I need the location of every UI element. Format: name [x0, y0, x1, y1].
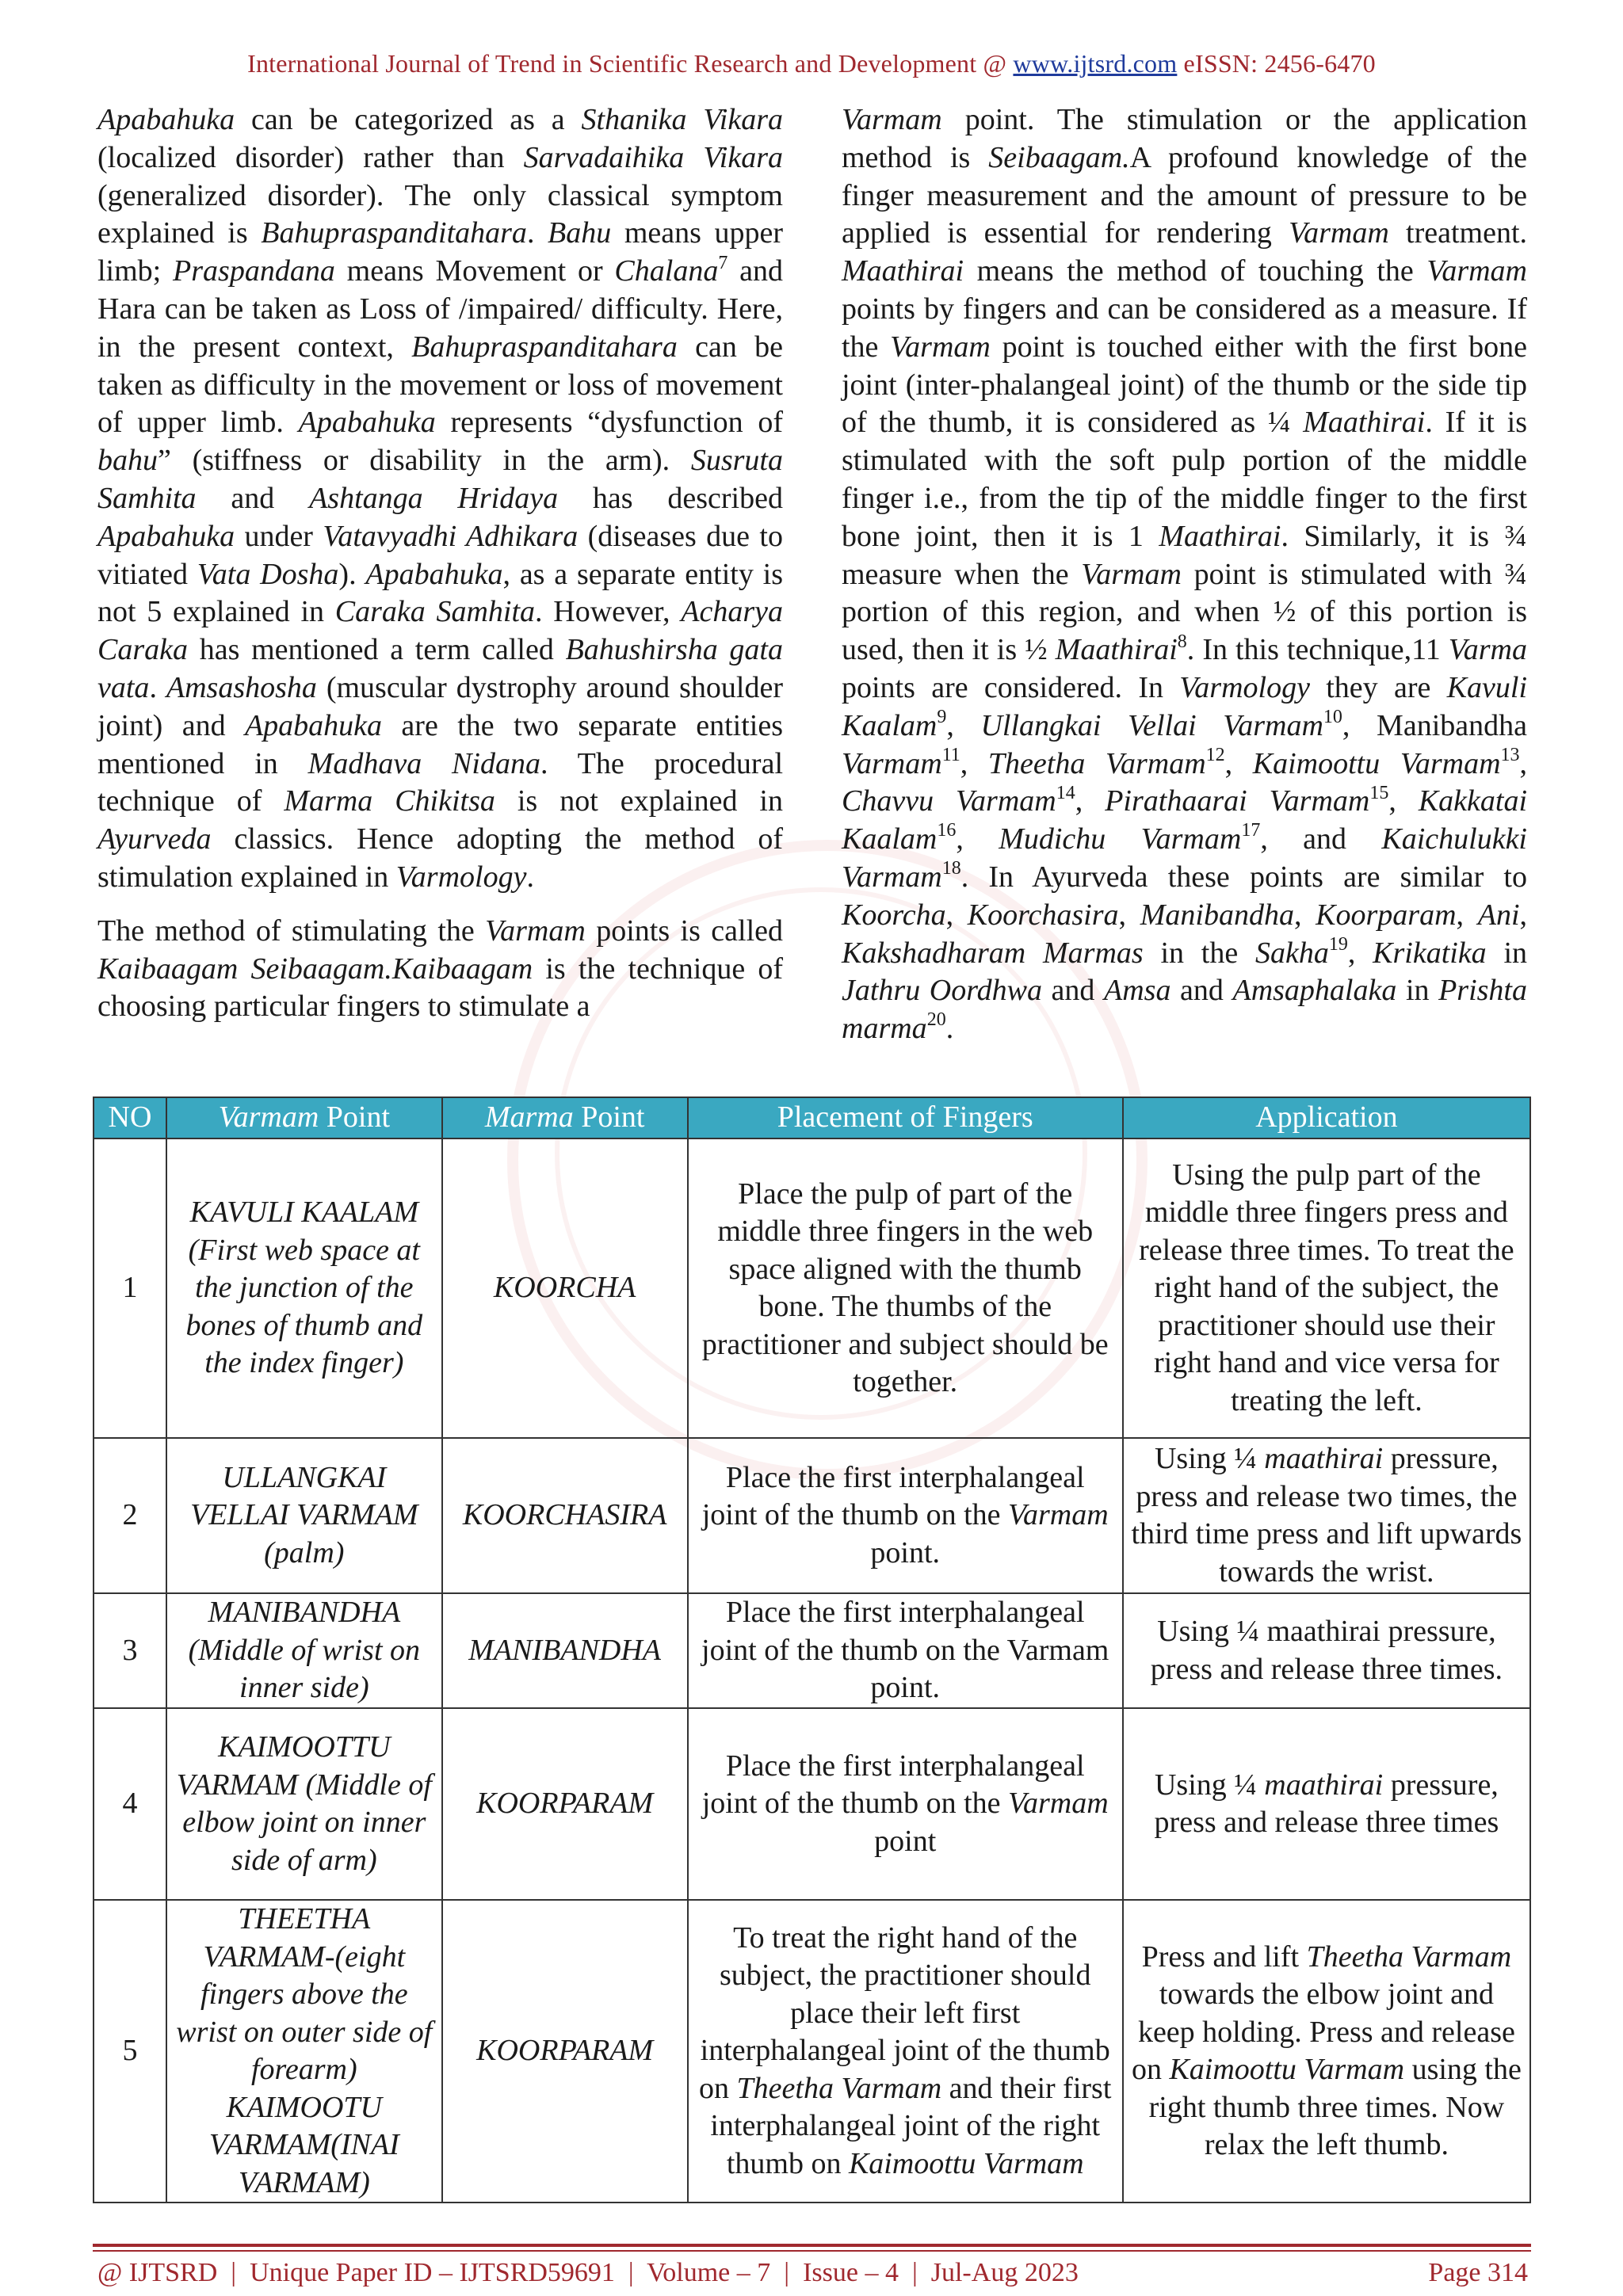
cell-placement: Place the first interphalangeal joint of the thumb on the Varmam point. — [688, 1593, 1123, 1708]
cell-application: Using ¼ maathirai pressure, press and release three times — [1123, 1708, 1530, 1900]
journal-header — [0, 49, 1623, 78]
footer-rule — [93, 2244, 1531, 2247]
cell-marma-point: MANIBANDHA — [442, 1593, 688, 1708]
cell-varmam-point: ULLANGKAI VELLAI VARMAM (palm) — [166, 1438, 442, 1593]
cell-application: Using ¼ maathirai pressure, press and release two times, the third time press and lift upwards towards the wrist. — [1123, 1438, 1530, 1593]
cell-marma-point: KOORCHASIRA — [442, 1438, 688, 1593]
cell-varmam-point: MANIBANDHA (Middle of wrist on inner side) — [166, 1593, 442, 1708]
cell-no: 1 — [94, 1138, 166, 1438]
right-paragraph-1: Varmam point. The stimulation or the application method is Seibaagam.A profound knowledge of the finger measurement and the amount of pressure to be applied is essential for rendering Varmam treatment. Maathirai means the method of touching the Varmam points by fingers and can be considered as a measure. If the Varmam point is touched either with the first bone joint (inter-phalangeal joint) of the thumb or the side tip of the thumb, it is considered as ¼ Maathirai. If it is stimulated with the soft pulp portion of the middle finger i.e., from the tip of the middle finger to the first bone joint, then it is 1 Maathirai. Similarly, it is ¾ measure when the Varmam point is stimulated with ¾ portion of this region, and when ½ of this portion is used, then it is ½ Maathirai$^8$. In this technique,11 Varma points are considered. In Varmology they are Kavuli Kaalam$^9$, Ullangkai Vellai Varmam$^{10}$, Manibandha Varmam$^{11}$, Theetha Varmam$^{12}$, Kaimoottu Varmam$^{13}$, Chavvu Varmam$^{14}$, Pirathaarai Varmam$^{15}$, Kakkatai Kaalam$^{16}$, Mudichu Varmam$^{17}$, and Kaichulukki Varmam$^{18}$. In Ayurveda these points are similar to Koorcha, Koorchasira, Manibandha, Koorparam, Ani, Kakshadharam Marmas in the Sakha$^{19}$, Krikatika in Jathru Oordhwa and Amsa and Amsaphalaka in Prishta marma$^{20}$. — [842, 103, 1528, 1046]
cell-no: 2 — [94, 1438, 166, 1593]
left-paragraph-2: The method of stimulating the Varmam points is called Kaibaagam Seibaagam.Kaibaagam is the technique of choosing particular fingers to stimulate a — [97, 913, 783, 1024]
cell-placement: Place the first interphalangeal joint of the thumb on the Varmam point. — [688, 1438, 1123, 1593]
cell-placement: Place the first interphalangeal joint of the thumb on the Varmam point — [688, 1708, 1123, 1900]
cell-application: Using ¼ maathirai pressure, press and release three times. — [1123, 1593, 1530, 1708]
table-row — [94, 1138, 1530, 1438]
cell-marma-point: KOORCHA — [442, 1138, 688, 1438]
varmam-table — [93, 1097, 1531, 2203]
right-column — [842, 101, 1527, 1048]
left-paragraph-1: Apabahuka can be categorized as a Sthanika Vikara (localized disorder) rather than Sarvadaihika Vikara (generalized disorder). The only classical symptom explained is Bahupraspanditahara. Bahu means upper limb; Praspandana means Movement or Chalana$^7$ and Hara can be taken as Loss of /impaired/ difficulty. Here, in the present context, Bahupraspanditahara can be taken as difficulty in the movement or loss of movement of upper limb. Apabahuka represents “dysfunction of bahu” (stiffness or disability in the arm). Susruta Samhita and Ashtanga Hridaya has described Apabahuka under Vatavyadhi Adhikara (diseases due to vitiated Vata Dosha). Apabahuka, as a separate entity is not 5 explained in Caraka Samhita. However, Acharya Caraka has mentioned a term called Bahushirsha gata vata. Amsashosha (muscular dystrophy around shoulder joint) and Apabahuka are the two separate entities mentioned in Madhava Nidana. The procedural technique of Marma Chikitsa is not explained in Ayurveda classics. Hence adopting the method of stimulation explained in Varmology. — [97, 103, 784, 894]
header-eissn: eISSN: 2456-6470 — [1177, 49, 1376, 78]
cell-marma-point: KOORPARAM — [442, 1708, 688, 1900]
cell-varmam-point: KAIMOOTTU VARMAM (Middle of elbow joint on inner side of arm) — [166, 1708, 442, 1900]
cell-application: Press and lift Theetha Varmam towards the elbow joint and keep holding. Press and release on Kaimoottu Varmam using the right thumb three times. Now relax the left thumb. — [1123, 1900, 1530, 2203]
table-row — [94, 1900, 1530, 2203]
cell-no: 4 — [94, 1708, 166, 1900]
header-marma-point: Marma Point — [442, 1097, 688, 1138]
table-row — [94, 1593, 1530, 1708]
cell-placement: To treat the right hand of the subject, the practitioner should place their left first interphalangeal joint of the thumb on Theetha Varmam and their first interphalangeal joint of the right thumb on Kaimoottu Varmam — [688, 1900, 1123, 2203]
page-number: Page 314 — [1428, 2258, 1528, 2287]
footer-rule-thin — [93, 2250, 1531, 2252]
table-row — [94, 1438, 1530, 1593]
header-placement: Placement of Fingers — [688, 1097, 1123, 1138]
header-application: Application — [1123, 1097, 1530, 1138]
cell-no: 5 — [94, 1900, 166, 2203]
page-footer — [97, 2258, 1528, 2288]
header-no: NO — [94, 1097, 166, 1138]
header-varmam-point: Varmam Point — [166, 1097, 442, 1138]
footer-info: @ IJTSRD | Unique Paper ID – IJTSRD59691 | Volume – 7 | Issue – 4 | Jul-Aug 2023 — [97, 2258, 1079, 2287]
cell-no: 3 — [94, 1593, 166, 1708]
cell-application: Using the pulp part of the middle three fingers press and release three times. To treat the right hand of the subject, the practitioner should use their right hand and vice versa for treating the left. — [1123, 1138, 1530, 1438]
left-column — [97, 101, 783, 1026]
cell-placement: Place the pulp of part of the middle three fingers in the web space aligned with the thumb bone. The thumbs of the practitioner and subject should be together. — [688, 1138, 1123, 1438]
cell-marma-point: KOORPARAM — [442, 1900, 688, 2203]
cell-varmam-point: KAVULI KAALAM (First web space at the junction of the bones of thumb and the index finger) — [166, 1138, 442, 1438]
table-row — [94, 1708, 1530, 1900]
header-link[interactable]: www.ijtsrd.com — [1013, 49, 1178, 78]
table-header-row — [94, 1097, 1530, 1138]
header-title: International Journal of Trend in Scientific Research and Development @ — [247, 49, 1014, 78]
cell-varmam-point: THEETHA VARMAM-(eight fingers above the wrist on outer side of forearm) KAIMOOTU VARMAM(INAI VARMAM) — [166, 1900, 442, 2203]
